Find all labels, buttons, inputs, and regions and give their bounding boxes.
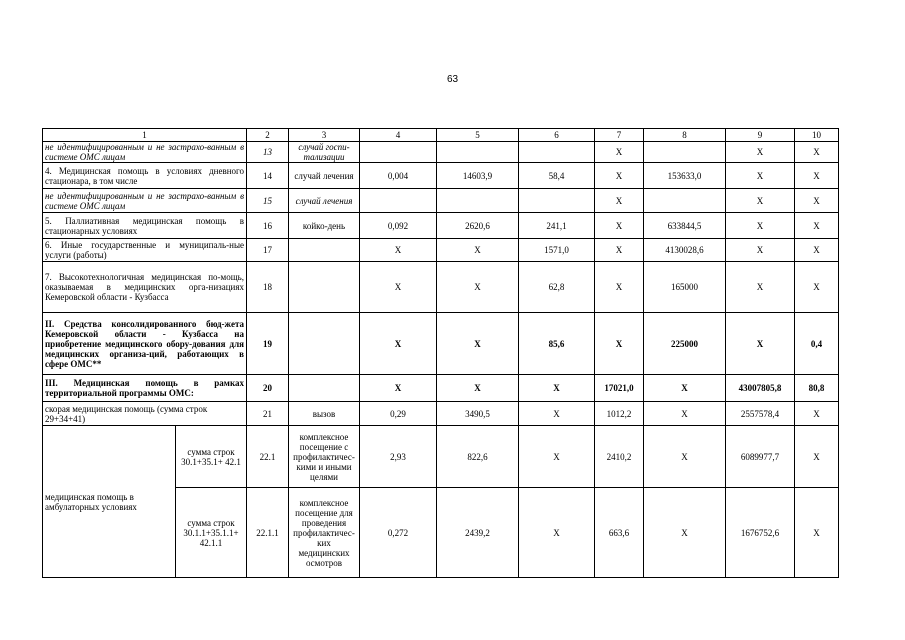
table-cell: 17021,0 (595, 375, 644, 402)
table-cell (644, 142, 726, 163)
table-row (43, 213, 839, 239)
row-code: 14 (247, 163, 289, 189)
row-unit: случай госпи-тализации (289, 142, 360, 163)
header-cell: 6 (519, 129, 595, 142)
table-cell: X (795, 142, 839, 163)
table-cell: 4130028,6 (644, 239, 726, 262)
table-cell: X (795, 213, 839, 239)
table-cell: 0,4 (795, 313, 839, 375)
table-cell: X (360, 239, 437, 262)
table-row (43, 402, 839, 426)
table-cell: 1676752,6 (726, 488, 795, 578)
row-code: 22.1 (247, 426, 289, 488)
header-cell: 8 (644, 129, 726, 142)
table-cell (437, 142, 519, 163)
row-sum-formula: сумма строк 30.1+35.1+ 42.1 (176, 426, 247, 488)
row-code: 15 (247, 189, 289, 213)
table-cell: X (726, 313, 795, 375)
table-cell: 62,8 (519, 262, 595, 313)
row-code: 18 (247, 262, 289, 313)
table-cell: 153633,0 (644, 163, 726, 189)
row-unit: вызов (289, 402, 360, 426)
header-cell: 4 (360, 129, 437, 142)
row-sum-formula: сумма строк 30.1.1+35.1.1+ 42.1.1 (176, 488, 247, 578)
table-row (43, 313, 839, 375)
table-cell: 80,8 (795, 375, 839, 402)
row-code: 19 (247, 313, 289, 375)
table-cell: 85,6 (519, 313, 595, 375)
table-cell (360, 189, 437, 213)
table-cell: X (595, 189, 644, 213)
row-code: 21 (247, 402, 289, 426)
table-cell: X (726, 189, 795, 213)
table-cell (644, 189, 726, 213)
table-cell: 3490,5 (437, 402, 519, 426)
table-cell: X (519, 488, 595, 578)
row-description: не идентифицированным и не застрахо-ванным в системе ОМС лицам (43, 189, 247, 213)
table-row (43, 375, 839, 402)
table-cell: X (360, 262, 437, 313)
table-cell: X (726, 163, 795, 189)
row-unit: случай лечения (289, 163, 360, 189)
table-cell (519, 142, 595, 163)
table-cell: 2557578,4 (726, 402, 795, 426)
table-row (43, 239, 839, 262)
table-row (43, 189, 839, 213)
page-number: 63 (446, 74, 459, 85)
table-cell: X (595, 163, 644, 189)
table-cell (360, 142, 437, 163)
table-cell: X (595, 213, 644, 239)
row-description: II. Средства консолидированного бюд-жета Кемеровской области - Кузбасса на приобретение медицинского обору-дования для медицинских организа-ций, работающих в сфере ОМС** (43, 313, 247, 375)
table-cell: X (795, 262, 839, 313)
table-cell: 0,272 (360, 488, 437, 578)
header-cell: 1 (43, 129, 247, 142)
table-cell: X (795, 488, 839, 578)
table-cell: 2620,6 (437, 213, 519, 239)
row-unit (289, 313, 360, 375)
table-cell: X (595, 239, 644, 262)
table-cell: X (795, 239, 839, 262)
table-cell: 225000 (644, 313, 726, 375)
table-cell: 633844,5 (644, 213, 726, 239)
row-description: скорая медицинская помощь (сумма строк 29+34+41) (43, 402, 247, 426)
table-cell: X (595, 313, 644, 375)
table-row (43, 426, 839, 488)
table-cell: X (644, 402, 726, 426)
header-cell: 7 (595, 129, 644, 142)
row-description: 6. Иные государственные и муниципаль-ные услуги (работы) (43, 239, 247, 262)
table-cell: X (360, 313, 437, 375)
table-cell: X (795, 189, 839, 213)
table-cell: 0,092 (360, 213, 437, 239)
table-cell: X (519, 402, 595, 426)
table-cell: 58,4 (519, 163, 595, 189)
row-unit: случай лечения (289, 189, 360, 213)
row-unit: комплексное посещение для проведения профилактичес-ких медицинских осмотров (289, 488, 360, 578)
table-cell: 6089977,7 (726, 426, 795, 488)
table-row (43, 142, 839, 163)
header-cell: 9 (726, 129, 795, 142)
header-cell: 5 (437, 129, 519, 142)
table-cell: X (726, 142, 795, 163)
table-cell: X (437, 313, 519, 375)
row-code: 22.1.1 (247, 488, 289, 578)
table-cell: X (644, 426, 726, 488)
table-cell: X (726, 213, 795, 239)
table-cell: X (726, 239, 795, 262)
table-cell: X (595, 262, 644, 313)
table-cell: 0,29 (360, 402, 437, 426)
table-cell: X (795, 163, 839, 189)
row-unit (289, 375, 360, 402)
header-cell: 10 (795, 129, 839, 142)
table-cell: 1012,2 (595, 402, 644, 426)
table-cell: 2410,2 (595, 426, 644, 488)
row-code: 17 (247, 239, 289, 262)
row-description: не идентифицированным и не застрахо-ванным в системе ОМС лицам (43, 142, 247, 163)
header-cell: 2 (247, 129, 289, 142)
table-cell: X (726, 262, 795, 313)
row-unit (289, 239, 360, 262)
table-row (43, 163, 839, 189)
table-cell: 14603,9 (437, 163, 519, 189)
table-cell: 43007805,8 (726, 375, 795, 402)
row-description: 4. Медицинская помощь в условиях дневного стационара, в том числе (43, 163, 247, 189)
table-cell: X (644, 375, 726, 402)
table-cell: 241,1 (519, 213, 595, 239)
table-cell: X (437, 262, 519, 313)
table-cell: X (644, 488, 726, 578)
row-unit: комплексное посещение с профилактичес-кими и иными целями (289, 426, 360, 488)
table-cell: 165000 (644, 262, 726, 313)
row-unit (289, 262, 360, 313)
table-cell (519, 189, 595, 213)
table-cell: 2,93 (360, 426, 437, 488)
row-description: III. Медицинская помощь в рамках территориальной программы ОМС: (43, 375, 247, 402)
budget-table (42, 128, 839, 578)
header-cell: 3 (289, 129, 360, 142)
row-description: 7. Высокотехнологичная медицинская по-мощь, оказываемая в медицинских орга-низациях Кемеровской области - Кузбасса (43, 262, 247, 313)
ambulatory-label: медицинская помощь в амбулаторных условиях (43, 426, 176, 578)
table-cell: X (360, 375, 437, 402)
row-code: 16 (247, 213, 289, 239)
table-cell: 0,004 (360, 163, 437, 189)
table-cell (437, 189, 519, 213)
row-unit: койко-день (289, 213, 360, 239)
table-cell: 2439,2 (437, 488, 519, 578)
table-cell: X (519, 426, 595, 488)
table-cell: 1571,0 (519, 239, 595, 262)
table-cell: X (437, 239, 519, 262)
row-code: 20 (247, 375, 289, 402)
table-cell: 822,6 (437, 426, 519, 488)
table-cell: X (595, 142, 644, 163)
row-code: 13 (247, 142, 289, 163)
table-cell: X (795, 402, 839, 426)
table-cell: X (519, 375, 595, 402)
table-cell: X (437, 375, 519, 402)
table-cell: 663,6 (595, 488, 644, 578)
row-description: 5. Паллиативная медицинская помощь в стационарных условиях (43, 213, 247, 239)
table-row (43, 262, 839, 313)
table-cell: X (795, 426, 839, 488)
column-number-row (43, 129, 839, 142)
